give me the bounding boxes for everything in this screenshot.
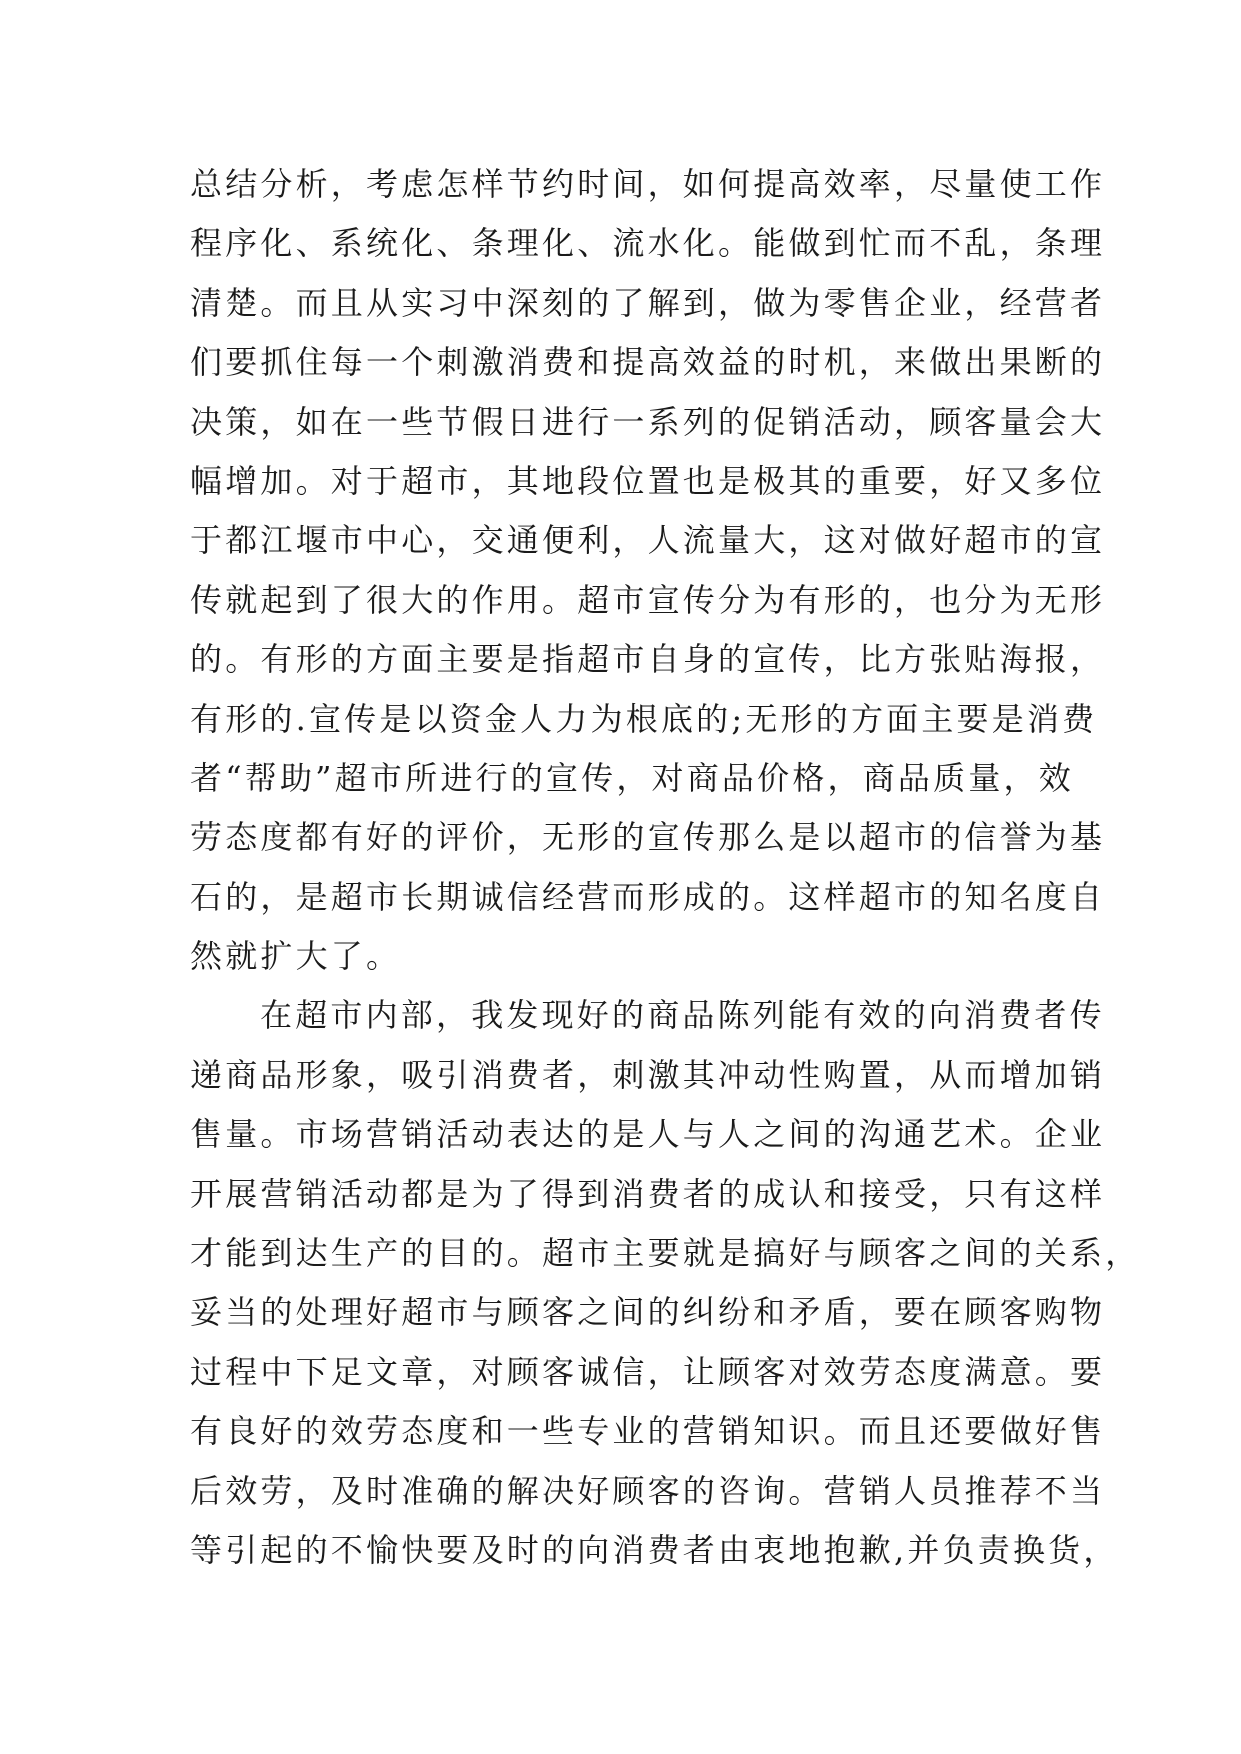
text-line: 者“帮助”超市所进行的宣传，对商品价格，商品质量，效 — [190, 758, 1074, 797]
text-line: 过程中下足文章，对顾客诚信，让顾客对效劳态度满意。要 — [190, 1352, 1106, 1391]
text-line: 开展营销活动都是为了得到消费者的成认和接受，只有这样 — [190, 1174, 1106, 1213]
paragraph-end-line: 然就扩大了。 — [190, 937, 402, 976]
text-line: 有良好的效劳态度和一些专业的营销知识。而且还要做好售 — [190, 1412, 1106, 1451]
text-line: 有形的.宣传是以资金人力为根底的;无形的方面主要是消费 — [190, 699, 1098, 738]
text-line: 石的，是超市长期诚信经营而形成的。这样超市的知名度自 — [190, 877, 1106, 916]
paragraph-start-line: 在超市内部，我发现好的商品陈列能有效的向消费者传 — [260, 996, 1105, 1035]
text-line: 劳态度都有好的评价，无形的宣传那么是以超市的信誉为基 — [190, 818, 1106, 857]
text-line: 们要抓住每一个刺激消费和提高效益的时机，来做出果断的 — [190, 343, 1106, 382]
text-line: 于都江堰市中心，交通便利，人流量大，这对做好超市的宣 — [190, 521, 1106, 560]
text-line: 递商品形象，吸引消费者，刺激其冲动性购置，从而增加销 — [190, 1055, 1106, 1094]
text-line: 等引起的不愉快要及时的向消费者由衷地抱歉,并负责换货， — [190, 1530, 1119, 1569]
text-line: 传就起到了很大的作用。超市宣传分为有形的，也分为无形 — [190, 580, 1106, 619]
text-line: 程序化、系统化、条理化、流水化。能做到忙而不乱，条理 — [190, 224, 1106, 263]
text-line: 总结分析，考虑怎样节约时间，如何提高效率，尽量使工作 — [190, 165, 1106, 203]
text-line: 决策，如在一些节假日进行一系列的促销活动，顾客量会大 — [190, 402, 1106, 441]
text-line: 后效劳，及时准确的解决好顾客的咨询。营销人员推荐不当 — [190, 1471, 1106, 1510]
text-line: 清楚。而且从实习中深刻的了解到，做为零售企业，经营者 — [190, 283, 1106, 322]
body-text — [190, 155, 1141, 1580]
text-line: 幅增加。对于超市，其地段位置也是极其的重要，好又多位 — [190, 461, 1106, 500]
text-line: 才能到达生产的目的。超市主要就是搞好与顾客之间的关系， — [190, 1234, 1141, 1273]
text-line: 售量。市场营销活动表达的是人与人之间的沟通艺术。企业 — [190, 1115, 1106, 1154]
text-line: 的。有形的方面主要是指超市自身的宣传，比方张贴海报， — [190, 640, 1106, 679]
text-line: 妥当的处理好超市与顾客之间的纠纷和矛盾，要在顾客购物 — [190, 1293, 1106, 1332]
